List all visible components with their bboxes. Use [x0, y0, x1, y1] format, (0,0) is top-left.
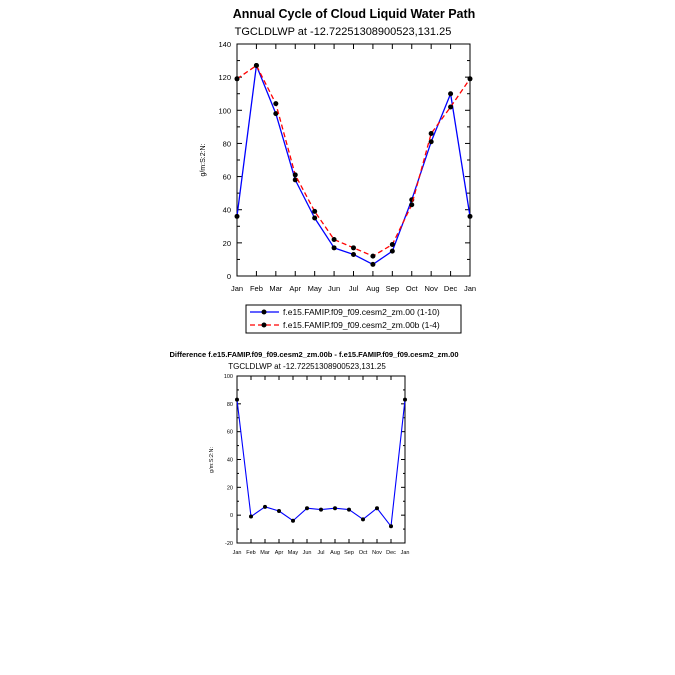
chart2-frame	[237, 376, 405, 543]
chart1-series-1-point	[312, 216, 317, 221]
chart2-x-tick-label: Jan	[400, 550, 410, 556]
chart1-series-2-point	[429, 131, 434, 136]
chart1-series-1-point	[370, 262, 375, 267]
chart2-series-1-point	[305, 506, 309, 510]
chart1-title: Annual Cycle of Cloud Liquid Water Path	[232, 7, 476, 21]
chart1-x-tick-label: Jun	[328, 284, 341, 293]
chart1-x-tick-label: Jan	[463, 284, 477, 293]
chart1-x-tick-label: Jul	[348, 284, 359, 293]
chart1-series-2-point	[390, 242, 395, 247]
chart2-y-tick-label: 80	[226, 401, 233, 408]
chart1-frame	[237, 44, 470, 276]
chart1-y-tick-label: 20	[222, 238, 231, 248]
chart2-y-tick-label: -20	[225, 541, 233, 547]
chart2-y-tick-label: 100	[223, 374, 233, 380]
chart1-series-2-line	[237, 66, 470, 257]
chart1-x-tick-label: Jan	[230, 284, 244, 293]
chart1-x-tick-label: Sep	[385, 284, 400, 293]
chart2-y-axis-label: g/m:S:2:N:	[209, 447, 215, 473]
chart1-x-tick-label: Oct	[405, 284, 418, 293]
chart2-x-tick-label: Feb	[246, 550, 256, 556]
chart2-x-tick-label: Oct	[358, 550, 368, 556]
chart1-series-2-point	[273, 101, 278, 106]
chart2-x-tick-label: Nov	[372, 550, 382, 556]
chart2-series-1-line	[237, 400, 405, 527]
chart2-series-1-point	[361, 517, 365, 521]
chart1-x-tick-label: Aug	[366, 284, 380, 293]
chart1-series-2-point	[293, 172, 298, 177]
chart2-subtitle: TGCLDLWP at -12.72251308900523,131.25	[228, 362, 386, 371]
chart1-series-2-point	[468, 76, 473, 81]
chart1-y-tick-label: 60	[222, 172, 231, 182]
chart1-y-tick-label: 40	[222, 205, 231, 215]
chart2-series-1-point	[249, 515, 253, 519]
chart1-y-tick-label: 100	[218, 106, 231, 116]
chart1-legend-label-1: f.e15.FAMIP.f09_f09.cesm2_zm.00 (1-10)	[283, 307, 440, 317]
chart1-series-1-point	[448, 91, 453, 96]
chart1-series-2-point	[332, 237, 337, 242]
chart2-series-1-point	[347, 508, 351, 512]
chart2-series-1-point	[375, 506, 379, 510]
chart2-series-1-point	[319, 508, 323, 512]
chart2-series-1-point	[389, 524, 393, 528]
chart2-x-tick-label: Dec	[386, 550, 396, 556]
chart1-x-tick-label: Feb	[249, 284, 263, 293]
chart2-y-tick-label: 20	[226, 485, 233, 492]
chart1-axes	[218, 40, 476, 293]
chart1-y-tick-label: 0	[226, 272, 231, 281]
chart2-axes	[224, 374, 410, 556]
chart2-y-tick-label: 40	[226, 457, 233, 464]
chart2-series-1-point	[403, 398, 407, 402]
chart2-series-1-point	[235, 398, 239, 402]
chart1-subtitle: TGCLDLWP at -12.72251308900523,131.25	[234, 26, 452, 38]
chart1-x-tick-label: Nov	[424, 284, 438, 293]
chart2-y-tick-label: 60	[226, 429, 233, 436]
chart1-series-1-point	[332, 245, 337, 250]
chart1-series-1-point	[429, 139, 434, 144]
chart1-series-2-point	[448, 104, 453, 109]
chart1-series-1-point	[293, 177, 298, 182]
chart2-series-1-point	[291, 519, 295, 523]
chart2-y-tick-label: 0	[229, 513, 233, 520]
chart2-x-tick-label: Mar	[260, 550, 270, 556]
chart2-x-tick-label: Sep	[344, 550, 354, 556]
chart1-series-2-point	[370, 254, 375, 259]
chart1-legend-marker-2	[262, 323, 267, 328]
chart1-legend-marker-1	[262, 310, 267, 315]
chart2-series-1-point	[277, 509, 281, 513]
chart2-x-tick-label: Aug	[330, 550, 340, 556]
chart1-series-2-point	[409, 202, 414, 207]
chart1-series-1-point	[468, 214, 473, 219]
chart1-y-tick-label: 120	[218, 73, 231, 83]
chart2-title: Difference f.e15.FAMIP.f09_f09.cesm2_zm.00b - f.e15.FAMIP.f09_f09.cesm2_zm.00	[169, 350, 459, 359]
chart2-series-1-point	[263, 505, 267, 509]
chart2-x-tick-label: Jul	[317, 550, 325, 556]
chart1-legend	[246, 305, 461, 333]
chart1-series-2-point	[235, 76, 240, 81]
chart1-series-2-point	[254, 63, 259, 68]
chart2-x-tick-label: Apr	[274, 550, 284, 556]
chart2-plot-area	[235, 398, 407, 529]
chart1-plot-area	[235, 63, 473, 267]
chart1-x-tick-label: Apr	[289, 284, 302, 293]
chart1-series-2-point	[351, 245, 356, 250]
chart1-y-tick-label: 80	[222, 139, 231, 149]
chart2-x-tick-label: Jan	[232, 550, 242, 556]
chart1-series-2-point	[312, 209, 317, 214]
chart2-x-tick-label: Jun	[302, 550, 312, 556]
chart1-series-1-point	[390, 249, 395, 254]
chart2-x-tick-label: May	[287, 550, 299, 556]
chart1-legend-label-2: f.e15.FAMIP.f09_f09.cesm2_zm.00b (1-4)	[283, 320, 440, 330]
chart1-x-tick-label: Dec	[443, 284, 458, 293]
chart1-series-1-point	[235, 214, 240, 219]
chart2-series-1-point	[333, 506, 337, 510]
chart1-x-tick-label: May	[307, 284, 322, 293]
chart1-x-tick-label: Mar	[269, 284, 283, 293]
chart1-series-1-point	[351, 252, 356, 257]
chart1-y-tick-label: 140	[218, 40, 231, 49]
chart1-y-axis-label: g/m:S:2:N:	[200, 143, 207, 177]
